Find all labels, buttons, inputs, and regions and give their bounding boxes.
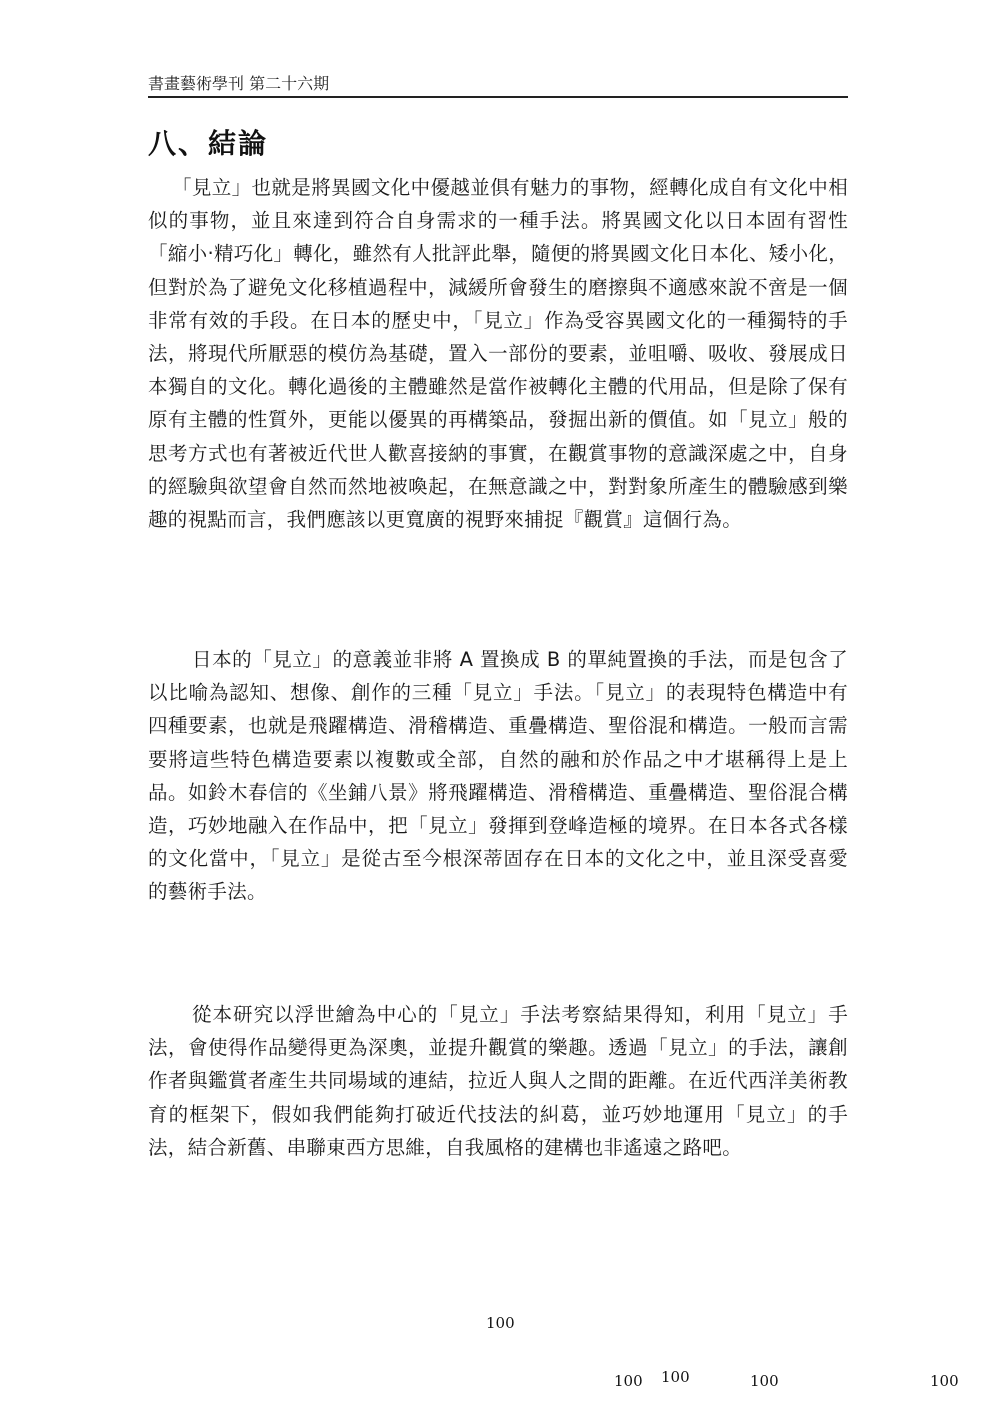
footer-page-number: 100 — [661, 1368, 690, 1386]
journal-title: 書畫藝術學刊 第二十六期 — [148, 74, 330, 93]
page-number: 100 — [486, 1314, 515, 1332]
section-heading: 八、結論 — [148, 127, 269, 160]
running-header — [148, 70, 848, 98]
footer-page-number: 100 — [614, 1372, 643, 1390]
body-paragraph: 從本研究以浮世繪為中心的「見立」手法考察結果得知，利用「見立」手法，會使得作品變得更為深奧，並提升觀賞的樂趣。透過「見立」的手法，讓創作者與鑑賞者產生共同場域的連結，拉近人與人之間的距離。在近代西洋美術教育的框架下，假如我們能夠打破近代技法的糾葛，並巧妙地運用「見立」的手法，結合新舊、串聯東西方思維，自我風格的建構也非遙遠之路吧。 — [148, 1003, 848, 1159]
footer-page-number: 100 — [930, 1372, 959, 1390]
body-paragraph: 日本的「見立」的意義並非將 A 置換成 B 的單純置換的手法，而是包含了以比喻為認知、想像、創作的三種「見立」手法。「見立」的表現特色構造中有四種要素，也就是飛躍構造、滑稽構造、重疊構造、聖俗混和構造。一般而言需要將這些特色構造要素以複數或全部，自然的融和於作品之中才堪稱得上是上品。如鈴木春信的《坐鋪八景》將飛躍構造、滑稽構造、重疊構造、聖俗混合構造，巧妙地融入在作品中，把「見立」發揮到登峰造極的境界。在日本各式各樣的文化當中，「見立」是從古至今根深蒂固存在日本的文化之中，並且深受喜愛的藝術手法。 — [148, 648, 848, 904]
footer-page-number: 100 — [750, 1372, 779, 1390]
body-paragraph: 「見立」也就是將異國文化中優越並俱有魅力的事物，經轉化成自有文化中相似的事物，並且來達到符合自身需求的一種手法。將異國文化以日本固有習性「縮小‧精巧化」轉化，雖然有人批評此舉，隨便的將異國文化日本化、矮小化，但對於為了避免文化移植過程中，減緩所會發生的磨擦與不適感來說不啻是一個非常有效的手段。在日本的歷史中，「見立」作為受容異國文化的一種獨特的手法，將現代所厭惡的模仿為基礎，置入一部份的要素，並咀嚼、吸收、發展成日本獨自的文化。轉化過後的主體雖然是當作被轉化主體的代用品，但是除了保有原有主體的性質外，更能以優異的再構築品，發掘出新的價值。如「見立」般的思考方式也有著被近代世人歡喜接納的事實，在觀賞事物的意識深處之中，自身的經驗與欲望會自然而然地被喚起，在無意識之中，對對象所產生的體驗感到樂趣的視點而言，我們應該以更寬廣的視野來捕捉『觀賞』這個行為。 — [148, 176, 848, 532]
